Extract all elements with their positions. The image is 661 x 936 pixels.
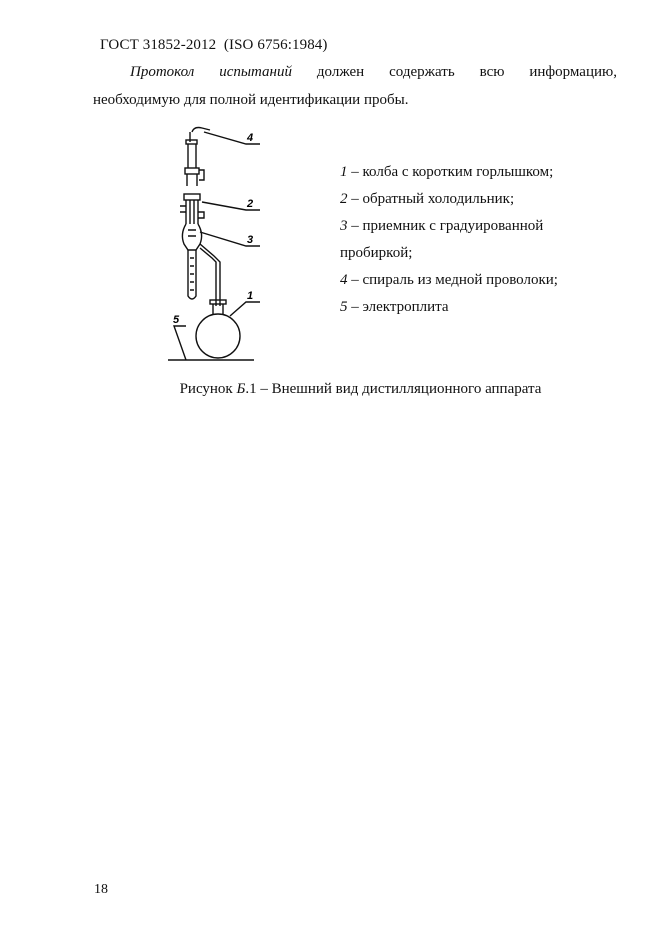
receiver-trap [182, 224, 201, 250]
word-all: всю [479, 64, 505, 80]
legend-item-3-continued: пробиркой; [340, 245, 413, 261]
document-header: ГОСТ 31852-2012 (ISO 6756:1984) [100, 37, 328, 53]
distillation-apparatus-diagram [150, 120, 280, 370]
page-number: 18 [94, 882, 108, 897]
figure-legend [340, 159, 600, 321]
legend-item-3: 3 – приемник с градуированной [340, 218, 544, 234]
legend-item-4: 4 – спираль из медной проволоки; [340, 272, 558, 288]
legend-item-2: 2 – обратный холодильник; [340, 191, 515, 207]
copper-spiral [192, 128, 210, 133]
label-3: 3 [247, 234, 254, 246]
word-protocol: Протокол [130, 64, 195, 80]
label-4: 4 [247, 132, 254, 144]
protocol-paragraph-line-2: необходимую для полной идентификации пробы. [93, 92, 409, 108]
figure-caption: Рисунок Б.1 – Внешний вид дистилляционного аппарата [179, 381, 542, 397]
word-must: должен [316, 64, 365, 80]
label-5: 5 [173, 314, 180, 326]
word-information: информацию, [529, 64, 617, 80]
protocol-paragraph-line-1 [93, 64, 617, 81]
legend-item-5: 5 – электроплита [340, 299, 449, 315]
label-2: 2 [247, 198, 254, 210]
word-tests: испытаний [219, 64, 292, 80]
flask [196, 314, 240, 358]
word-contain: содержать [389, 64, 455, 80]
label-1: 1 [247, 290, 254, 302]
legend-item-1: 1 – колба с коротким горлышком; [340, 164, 554, 180]
